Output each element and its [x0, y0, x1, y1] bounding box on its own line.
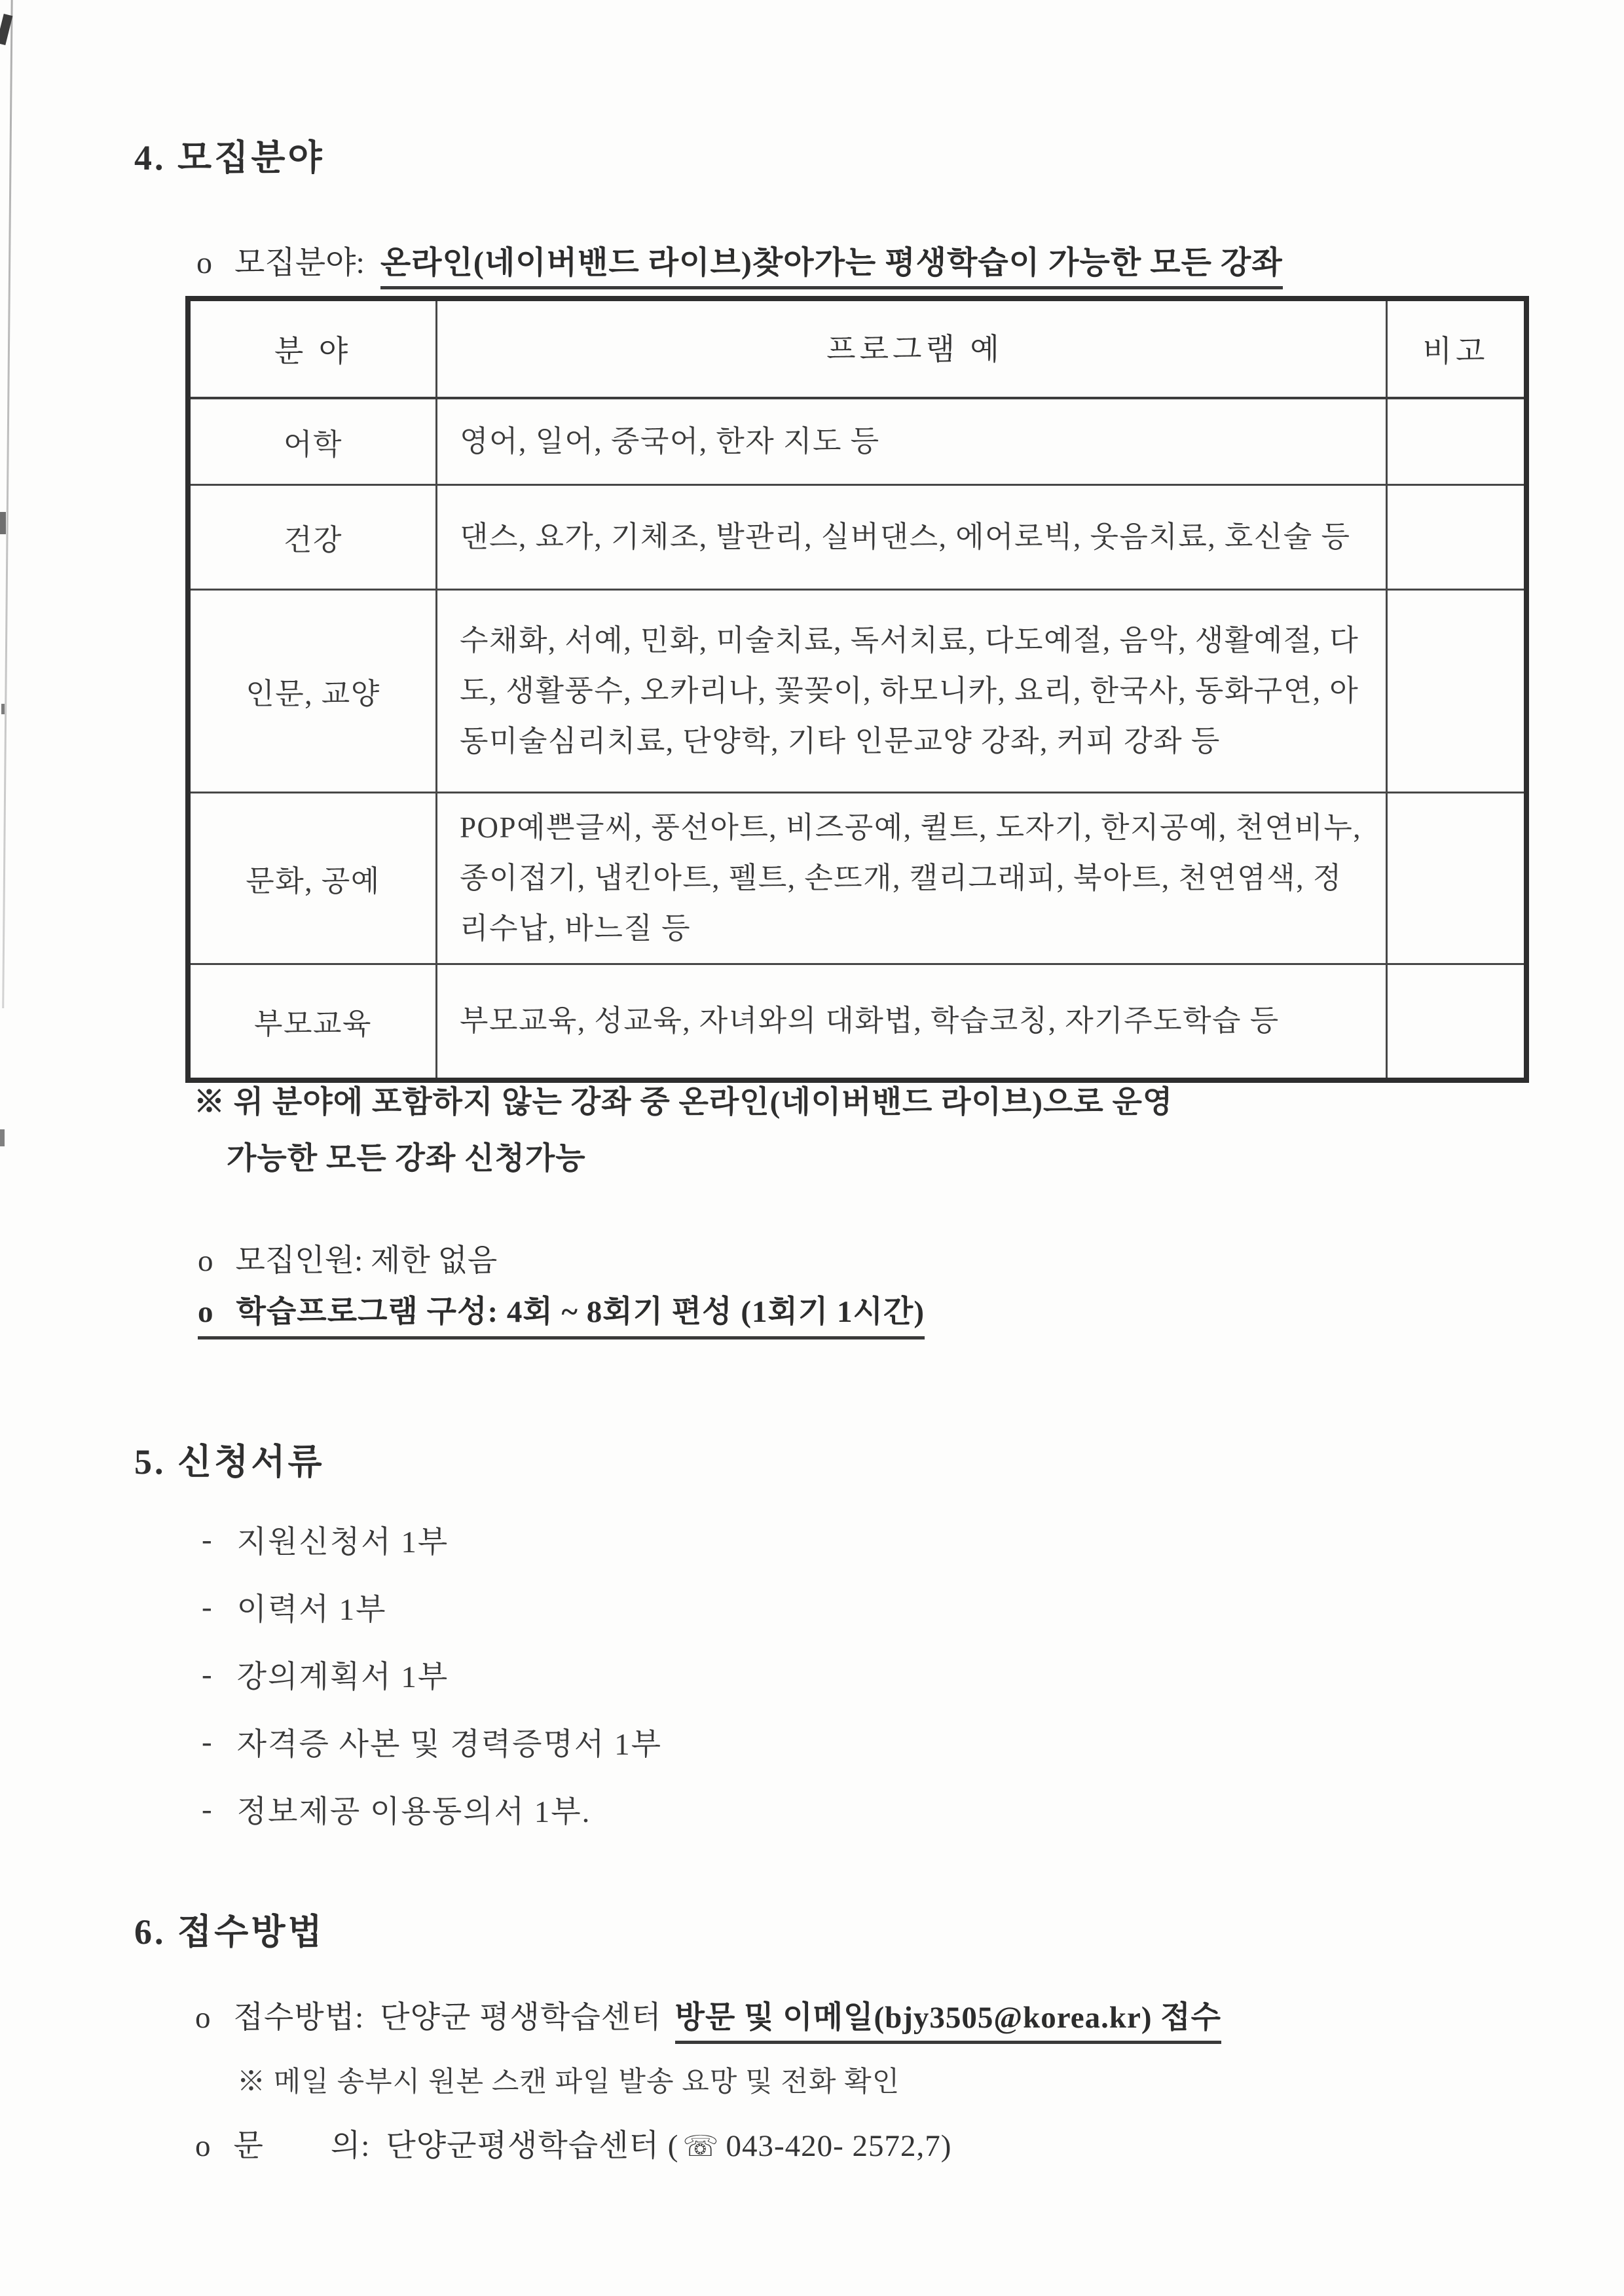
- dash-marker: -: [202, 1522, 213, 1557]
- note-cell: [1387, 398, 1527, 484]
- program-structure-line: [198, 1287, 925, 1339]
- contact-phone: 043-420- 2572,7): [726, 2129, 952, 2163]
- scan-artifact-speck: [0, 512, 6, 534]
- header-note: 비고: [1387, 299, 1527, 398]
- table-note-line2: 가능한 모든 강좌 신청가능: [227, 1142, 586, 1176]
- list-item: [202, 1776, 662, 1843]
- table-row: [188, 792, 1526, 964]
- header-field: 분 야: [188, 299, 437, 398]
- recruit-field-value: 온라인(네이버밴드 라이브)찾아가는 평생학습이 가능한 모든 강좌: [380, 246, 1283, 289]
- field-cell: 부모교육: [188, 964, 437, 1080]
- contact-line: [195, 2121, 951, 2165]
- field-cell: 건강: [188, 484, 437, 589]
- method-label: 접수방법:: [233, 2001, 365, 2035]
- programs-cell: POP예쁜글씨, 풍선아트, 비즈공예, 퀼트, 도자기, 한지공예, 천연비누, 종이접기, 냅킨아트, 펠트, 손뜨개, 캘리그래피, 북아트, 천연염색, 정리수납, 바느질 등: [437, 792, 1387, 964]
- list-item: [202, 1641, 662, 1708]
- programs-cell: 부모교육, 성교육, 자녀와의 대화법, 학습코칭, 자기주도학습 등: [437, 964, 1387, 1080]
- header-program-examples: 프로그램 예: [437, 299, 1387, 398]
- bullet-marker: o: [198, 1244, 213, 1278]
- dash-marker: -: [202, 1590, 213, 1624]
- section4-title: 4. 모집분야: [134, 138, 325, 177]
- dash-marker: -: [202, 1657, 213, 1692]
- program-structure-text: 학습프로그램 구성: 4회 ~ 8회기 편성 (1회기 1시간): [236, 1295, 925, 1329]
- table-row: [188, 398, 1526, 484]
- scan-artifact-line: [2, 0, 13, 1008]
- method-emphasis: 방문 및 이메일(bjy3505@korea.kr) 접수: [675, 2001, 1222, 2044]
- field-cell: 문화, 공예: [188, 792, 437, 964]
- capacity-text: 모집인원: 제한 없음: [235, 1244, 498, 1278]
- table-row: [188, 964, 1526, 1080]
- recruit-field-line: [196, 237, 1283, 282]
- bullet-marker: o: [195, 2001, 212, 2035]
- scan-artifact-speck: [0, 1129, 5, 1146]
- list-item-text: 지원신청서 1부: [236, 1525, 449, 1559]
- bullet-marker: o: [198, 1295, 214, 1329]
- section5-title: 5. 신청서류: [134, 1442, 325, 1482]
- dash-marker: -: [202, 1792, 213, 1827]
- table-row: [188, 589, 1526, 792]
- note-cell: [1387, 792, 1527, 964]
- table-note-line1: ※ 위 분야에 포함하지 않는 강좌 중 온라인(네이버밴드 라이브)으로 운영: [194, 1085, 1173, 1120]
- method-org: 단양군 평생학습센터: [380, 2001, 662, 2035]
- programs-cell: 수채화, 서예, 민화, 미술치료, 독서치료, 다도예절, 음악, 생활예절, 다도, 생활풍수, 오카리나, 꽃꽂이, 하모니카, 요리, 한국사, 동화구연, 아동미술심리치료, 단양학, 기타 인문교양 강좌, 커피 강좌 등: [437, 589, 1387, 792]
- list-item: [202, 1708, 662, 1776]
- program-fields-table: [185, 296, 1529, 1083]
- programs-cell: 영어, 일어, 중국어, 한자 지도 등: [437, 398, 1387, 484]
- note-cell: [1387, 484, 1527, 589]
- list-item-text: 이력서 1부: [236, 1593, 387, 1627]
- table-header-row: [188, 299, 1526, 398]
- table-row: [188, 484, 1526, 589]
- bullet-marker: o: [195, 2129, 212, 2163]
- note-cell: [1387, 964, 1527, 1080]
- scan-artifact-speck: [1, 704, 5, 714]
- recruit-field-label: 모집분야:: [234, 246, 365, 280]
- bullet-marker: o: [196, 246, 212, 280]
- list-item: [202, 1573, 662, 1641]
- list-item-text: 강의계획서 1부: [236, 1660, 449, 1694]
- submission-method-line: [195, 1993, 1221, 2037]
- contact-org: 단양군평생학습센터 (: [386, 2129, 679, 2163]
- list-item: [202, 1506, 662, 1573]
- field-cell: 어학: [188, 398, 437, 484]
- dash-marker: -: [202, 1724, 213, 1759]
- programs-cell: 댄스, 요가, 기체조, 발관리, 실버댄스, 에어로빅, 웃음치료, 호신술 등: [437, 484, 1387, 589]
- mail-note-line: ※ 메일 송부시 원본 스캔 파일 발송 요망 및 전화 확인: [237, 2067, 900, 2098]
- note-cell: [1387, 589, 1527, 792]
- telephone-icon: ☏: [682, 2130, 720, 2162]
- capacity-line: [198, 1236, 497, 1280]
- application-documents-list: [202, 1506, 662, 1843]
- section6-title: 6. 접수방법: [134, 1912, 325, 1952]
- contact-label: 문 의:: [233, 2129, 371, 2163]
- field-cell: 인문, 교양: [188, 589, 437, 792]
- list-item-text: 자격증 사본 및 경력증명서 1부: [236, 1728, 662, 1762]
- list-item-text: 정보제공 이용동의서 1부.: [236, 1795, 591, 1829]
